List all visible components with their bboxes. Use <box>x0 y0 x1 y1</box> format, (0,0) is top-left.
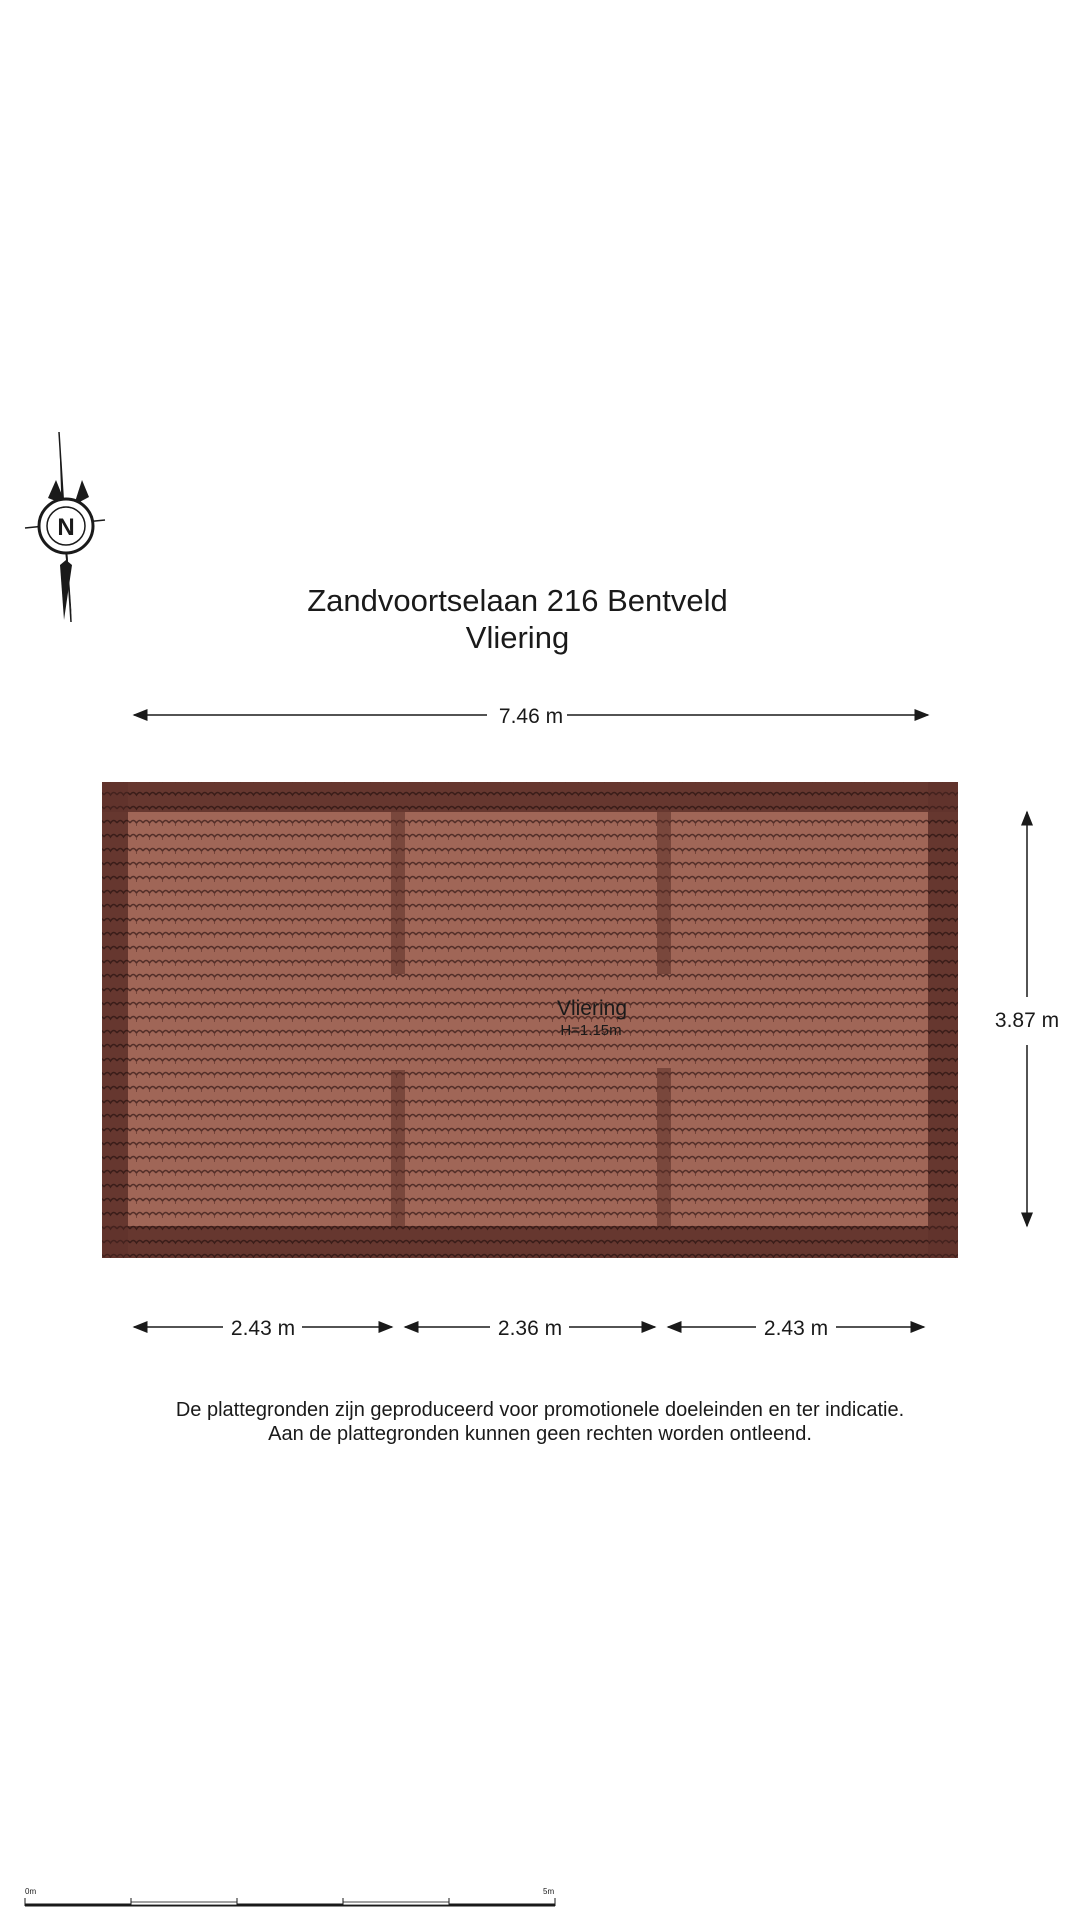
depth-dimension <box>995 812 1059 1226</box>
address-title: Zandvoortselaan 216 Bentveld <box>307 583 728 618</box>
compass-north-label: N <box>57 514 75 541</box>
scale-bar <box>25 1887 555 1906</box>
total-width-dimension <box>134 705 928 728</box>
segment-dimension-1 <box>134 1317 392 1340</box>
title-block <box>0 582 1035 656</box>
segment-dimension-2 <box>405 1317 655 1340</box>
total-width-label: 7.46 m <box>498 705 564 728</box>
floor-title: Vliering <box>465 620 570 655</box>
room-height-label: H=1.15m <box>560 1022 622 1039</box>
depth-label: 3.87 m <box>994 1009 1060 1032</box>
disclaimer-line-2: Aan de plattegronden kunnen geen rechten worden ontleend. <box>268 1423 812 1445</box>
scale-bar-end-label: 5m <box>543 1887 555 1896</box>
segment-label-2: 2.36 m <box>497 1317 563 1340</box>
segment-label-1: 2.43 m <box>230 1317 296 1340</box>
roof-plan <box>102 782 958 1258</box>
scale-bar-start-label: 0m <box>25 1887 37 1896</box>
segment-label-3: 2.43 m <box>763 1317 829 1340</box>
disclaimer-line-1: De plattegronden zijn geproduceerd voor promotionele doeleinden en ter indicatie. <box>175 1399 905 1421</box>
segment-dimension-3 <box>668 1317 924 1340</box>
room-name-label: Vliering <box>556 997 628 1020</box>
disclaimer <box>0 1398 1080 1446</box>
